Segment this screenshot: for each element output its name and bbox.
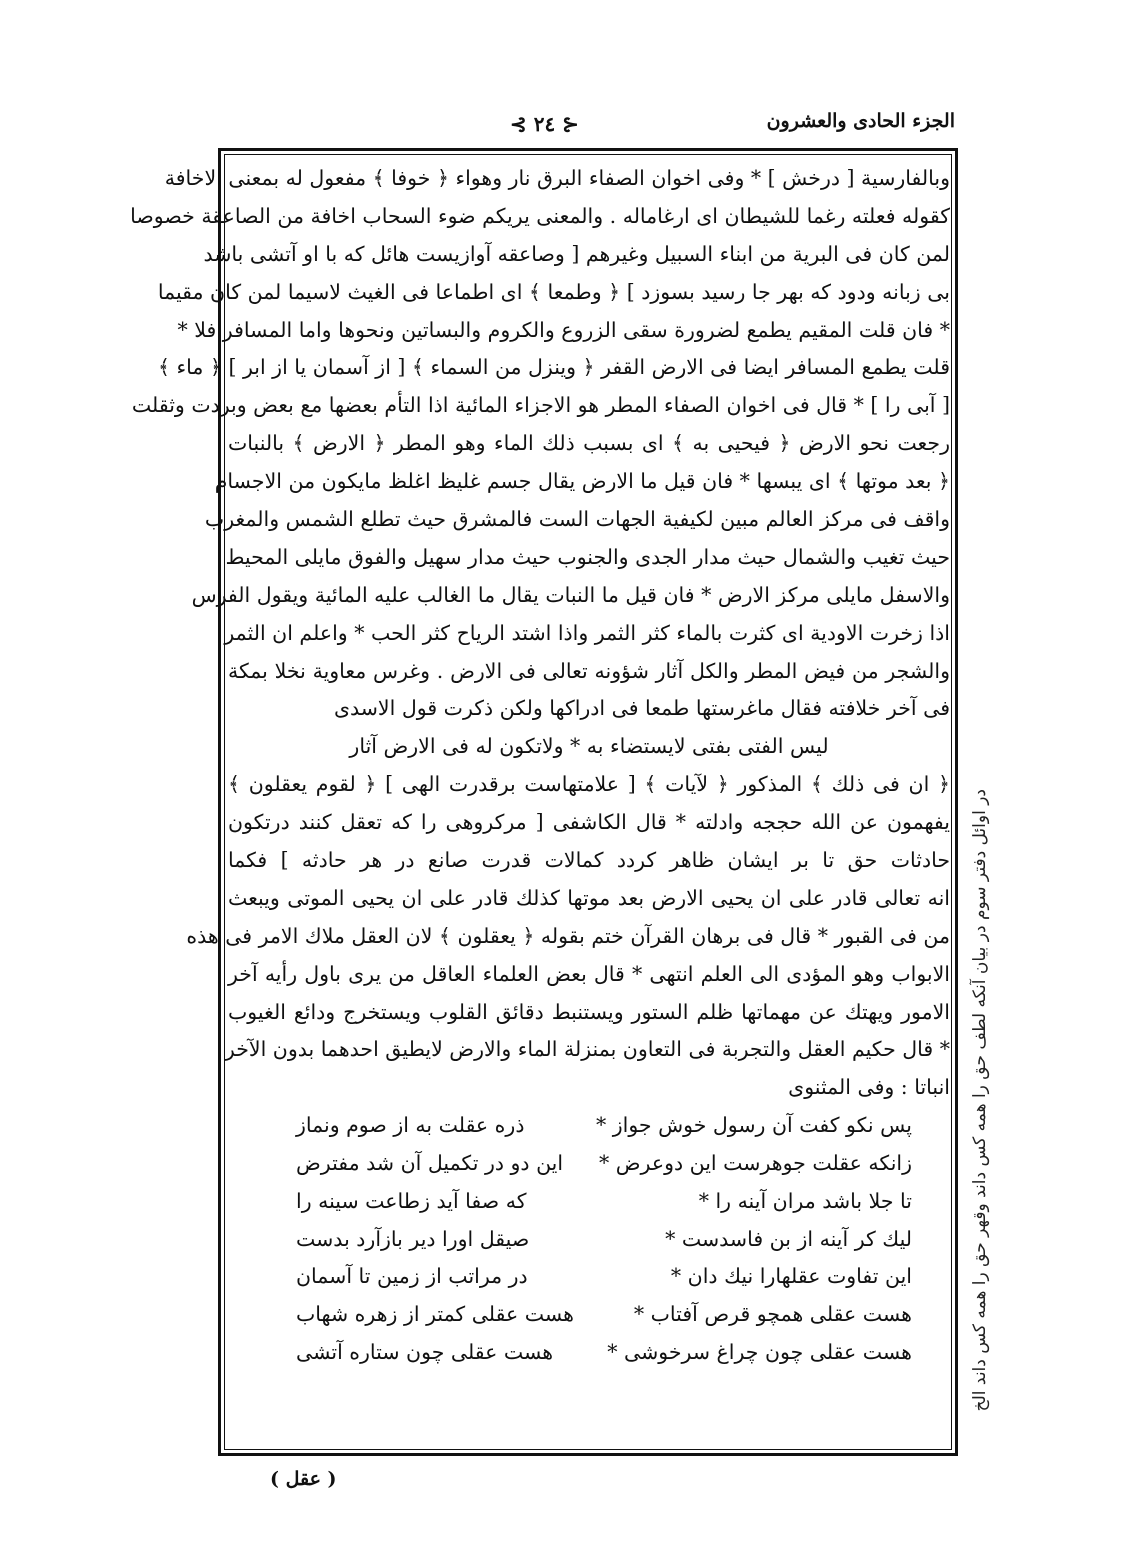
text-line: انه تعالى قادر على ان يحيى الارض بعد موتها كذلك قادر على ان يحيى الموتى ويبعث xyxy=(228,885,950,910)
text-line: لمن كان فى البرية من ابناء السبيل وغيرهم [ وصاعقه آوازيست هائل كه با او آتشى باشد xyxy=(203,241,950,266)
verse-hemistich-right: تا جلا باشد مران آينه را * xyxy=(698,1188,912,1213)
verse-hemistich-right: زانكه عقلت جوهرست اين دوعرض * xyxy=(598,1151,912,1176)
text-line: بى زبانه ودود كه بهر جا رسيد بسوزد ] ﴿ وطمعا ﴾ اى اطماعا فى الغيث لاسيما لمن كان مقيما xyxy=(157,279,950,304)
verse-hemistich-left: هست عقلى كمتر از زهره شهاب xyxy=(296,1302,574,1327)
text-line: وبالفارسية [ درخش ] * وفى اخوان الصفاء البرق نار وهواء ﴿ خوفا ﴾ مفعول له بمعنى الاخافة xyxy=(164,166,950,190)
text-line: حادثات حق تا بر ايشان ظاهر كردد كمالات قدرت صانع در هر حادثه ] فكما xyxy=(228,848,950,873)
masnavi-verse xyxy=(228,1334,950,1372)
masnavi-verse xyxy=(228,1183,950,1221)
text-line: ﴿ ان فى ذلك ﴾ المذكور ﴿ لآيات ﴾ [ علامتهاست برقدرت الهى ] ﴿ لقوم يعقلون ﴾ xyxy=(228,772,950,797)
masnavi-verse xyxy=(228,1145,950,1183)
arabic-couplet: ليس الفتى بفتى لايستضاء به * ولاتكون له فى الارض آثار xyxy=(349,734,829,759)
verse-hemistich-right: اين تفاوت عقلهارا نيك دان * xyxy=(670,1264,912,1289)
verse-hemistich-left: ذره عقلت به از صوم ونماز xyxy=(296,1113,525,1138)
verse-hemistich-right: هست عقلى چون چراغ سرخوشى * xyxy=(607,1340,912,1365)
verse-hemistich-left: اين دو در تكميل آن شد مفترض xyxy=(296,1151,564,1176)
verse-hemistich-left: در مراتب از زمين تا آسمان xyxy=(296,1264,528,1289)
page-header xyxy=(215,108,955,148)
verse-hemistich-left: هست عقلى چون ستاره آتشى xyxy=(296,1340,554,1365)
text-line: الابواب وهو المؤدى الى العلم انتهى * قال بعض العلماء العاقل من يرى باول رأيه آخر xyxy=(228,961,950,986)
text-line: والشجر من فيض المطر والكل آثار شؤونه تعالى فى الارض . وغرس معاوية نخلا بمكة xyxy=(228,658,950,683)
main-text xyxy=(130,160,950,1450)
verse-hemistich-right: پس نكو كفت آن رسول خوش جواز * xyxy=(595,1113,912,1138)
running-title: الجزء الحادى والعشرون xyxy=(766,110,955,132)
verse-hemistich-right: هست عقلى همچو قرص آفتاب * xyxy=(633,1302,912,1327)
text-line: فى آخر خلافته فقال ماغرستها طمعا فى ادراكها ولكن ذكرت قول الاسدى xyxy=(333,696,950,721)
text-line: رجعت نحو الارض ﴿ فيحيى به ﴾ اى بسبب ذلك الماء وهو المطر ﴿ الارض ﴾ بالنبات xyxy=(228,431,950,456)
text-line: حيث تغيب والشمال حيث مدار الجدى والجنوب حيث مدار سهيل والفوق مايلى المحيط xyxy=(225,544,950,569)
masnavi-verse xyxy=(228,1221,950,1259)
margin-note xyxy=(950,760,1010,1440)
text-line: واقف فى مركز العالم مبين لكيفية الجهات الست فالمشرق حيث تطلع الشمس والمغرب xyxy=(204,507,950,532)
text-line: * فان قلت المقيم يطمع لضرورة سقى الزروع والكروم والبساتين ونحوها واما المسافر فلا * xyxy=(177,317,950,342)
text-line: ﴿ بعد موتها ﴾ اى يبسها * فان قيل ما الارض يقال جسم غليظ اغلظ مايكون من الاجسام xyxy=(214,469,950,494)
verse-hemistich-left: كه صفا آيد زطاعت سينه را xyxy=(296,1188,527,1213)
verse-hemistich-left: صيقل اورا دير بازآرد بدست xyxy=(296,1226,530,1251)
text-line: الامور ويهتك عن مهماتها ظلم الستور ويستنبط دقائق القلوب ويستخرج ودائع الغيوب xyxy=(228,999,950,1024)
page-number: ⊰ ٢٤ ⊱ xyxy=(510,112,579,136)
text-line: قلت يطمع المسافر ايضا فى الارض القفر ﴿ وينزل من السماء ﴾ [ از آسمان يا از ابر ] ﴿ ماء ﴾ xyxy=(158,355,950,380)
text-line: والاسفل مايلى مركز الارض * فان قيل ما النبات يقال ما الغالب عليه المائية ويقول الفرس xyxy=(191,582,950,607)
masnavi-verse xyxy=(228,1296,950,1334)
text-line: اذا زخرت الاودية اى كثرت بالماء كثر الثمر واذا اشتد الرياح كثر الحب * واعلم ان الثمر xyxy=(224,620,950,645)
verse-hemistich-right: ليك كر آينه از بن فاسدست * xyxy=(665,1226,912,1251)
text-line: [ آبى را ] * قال فى اخوان الصفاء المطر هو الاجزاء المائية اذا التأم بعضها مع بعض وبردت وثقلت xyxy=(131,393,950,418)
catchword: ( عقل ) xyxy=(270,1468,337,1490)
text-line: كقوله فعلته رغما للشيطان اى ارغاماله . والمعنى يريكم ضوء السحاب اخافة من الصاعقة خصوصا xyxy=(130,203,950,228)
masnavi-verse xyxy=(228,1258,950,1296)
text-line: من فى القبور * قال فى برهان القرآن ختم بقوله ﴿ يعقلون ﴾ لان العقل ملاك الامر فى هذه xyxy=(186,923,950,948)
text-line: يفهمون عن الله حججه وادلته * قال الكاشفى [ مركروهى را كه تعقل كنند درتكون xyxy=(228,810,950,835)
masnavi-verse xyxy=(228,1107,950,1145)
text-line: * قال حكيم العقل والتجربة فى التعاون بمنزلة الماء والارض لايطيق احدهما بدون الآخر xyxy=(224,1037,950,1062)
margin-note-text: در اوائل دفتر سوم در بيان آنكه لطف حق را همه كس داند وقهر حق را همه كس داند الخ xyxy=(970,788,990,1412)
masnavi-intro: انباتا : وفى المثنوى xyxy=(788,1075,950,1100)
